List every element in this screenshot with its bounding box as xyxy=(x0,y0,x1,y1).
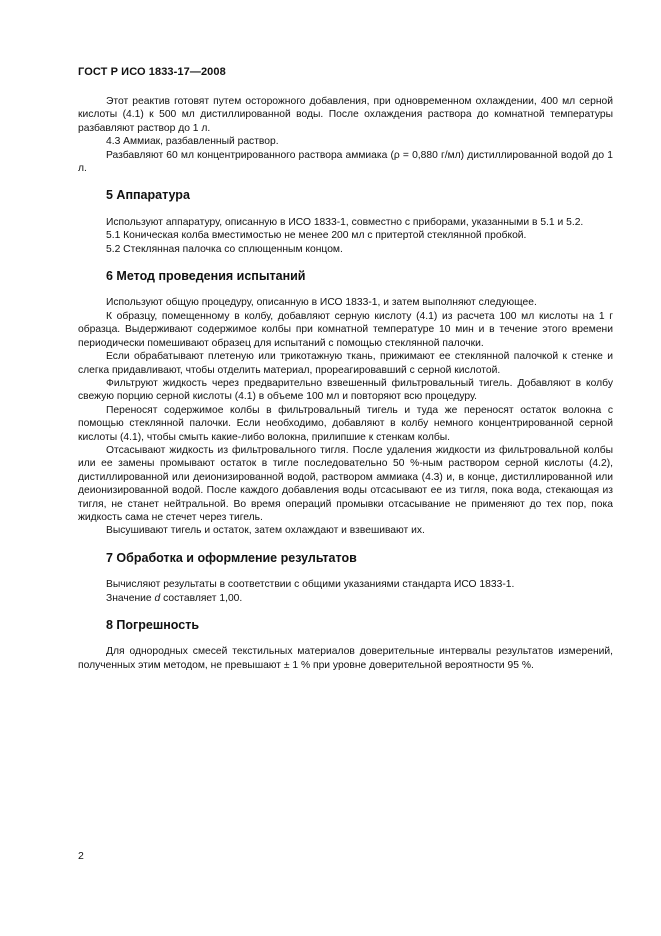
paragraph: Разбавляют 60 мл концентрированного раствора аммиака (ρ = 0,880 г/мл) дистиллированной водой до 1 л. xyxy=(78,149,613,175)
text-run: составляет 1,00. xyxy=(160,592,243,604)
paragraph: 5.1 Коническая колба вместимостью не менее 200 мл с притертой стеклянной пробкой. xyxy=(106,230,527,242)
paragraph: Используют общую процедуру, описанную в ИСО 1833-1, и затем выполняют следующее. xyxy=(106,297,537,309)
paragraph: Отсасывают жидкость из фильтровального тигля. После удаления жидкости из фильтровальной колбы или ее замены промывают остаток в тигле последовательно 50 %-ным раствором серной кислоты (4.2), дистиллированной или деионизированной водой, раствором аммиака (4.3) и, в конце, дистиллированной или деионизированной водой. После каждого добавления воды отсасывают ее из тигля, пока вода, стекающая из тигля, не станет нейтральной. Во время операций промывки отсасывание не применяют до тех пор, пока жидкость сама не стечет через тигель. xyxy=(78,444,613,523)
page-number: 2 xyxy=(78,850,84,862)
document-header: ГОСТ Р ИСО 1833-17—2008 xyxy=(78,66,226,78)
paragraph: Этот реактив готовят путем осторожного добавления, при одновременном охлаждении, 400 мл серной кислоты (4.1) к 500 мл дистиллированной воды. После охлаждения раствора до комнатной температуры разбавляют раствор до 1 л. xyxy=(78,96,613,134)
section-results xyxy=(78,552,613,605)
paragraph: Переносят содержимое колбы в фильтровальный тигель и туда же переносят остаток волокна с помощью стеклянной палочки. Если необходимо, добавляют в колбу немного концентрированной серной кислоты (4.1), чтобы смыть какие-либо волокна, прилипшие к стенкам колбы. xyxy=(78,404,613,443)
paragraph: Вычисляют результаты в соответствии с общими указаниями стандарта ИСО 1833-1. xyxy=(106,579,515,591)
text-run: Значение xyxy=(106,592,155,604)
paragraph: Для однородных смесей текстильных материалов доверительные интервалы результатов измерений, полученных этим методом, не превышают ± 1 % при уровне доверительной вероятности 95 %. xyxy=(78,646,613,671)
section-test-method xyxy=(78,270,613,538)
paragraph: Высушивают тигель и остаток, затем охлаждают и взвешивают их. xyxy=(106,525,425,537)
paragraph xyxy=(78,592,613,605)
paragraph: Фильтруют жидкость через предварительно взвешенный фильтровальный тигель. Добавляют в колбу свежую порцию серной кислоты (4.1) в объеме 100 мл и повторяют всю процедуру. xyxy=(78,377,613,403)
section-heading: 5 Аппаратура xyxy=(106,188,190,203)
section-heading: 7 Обработка и оформление результатов xyxy=(106,550,357,565)
paragraph: Используют аппаратуру, описанную в ИСО 1833-1, совместно с приборами, указанными в 5.1 и 5.2. xyxy=(106,216,584,228)
paragraph: 4.3 Аммиак, разбавленный раствор. xyxy=(106,136,279,148)
section-precision xyxy=(78,619,613,672)
variable-d: d xyxy=(154,592,161,604)
paragraph: 5.2 Стеклянная палочка со сплющенным концом. xyxy=(106,243,343,255)
section-heading: 8 Погрешность xyxy=(106,618,200,632)
section-heading: 6 Метод проведения испытаний xyxy=(106,269,306,284)
paragraph: Если обрабатывают плетеную или трикотажную ткань, прижимают ее стеклянной палочкой к стенке и слегка придавливают, чтобы отделить материал, прореагировавший с серной кислотой. xyxy=(78,351,613,376)
section-apparatus xyxy=(78,189,613,256)
paragraph: К образцу, помещенному в колбу, добавляют серную кислоту (4.1) из расчета 100 мл кислоты на 1 г образца. Выдерживают содержимое колбы при комнатной температуре 10 мин и в течение этого времени периодически помешивают образец для испытаний с помощью стеклянной палочки. xyxy=(78,310,613,349)
document-body xyxy=(78,95,613,672)
